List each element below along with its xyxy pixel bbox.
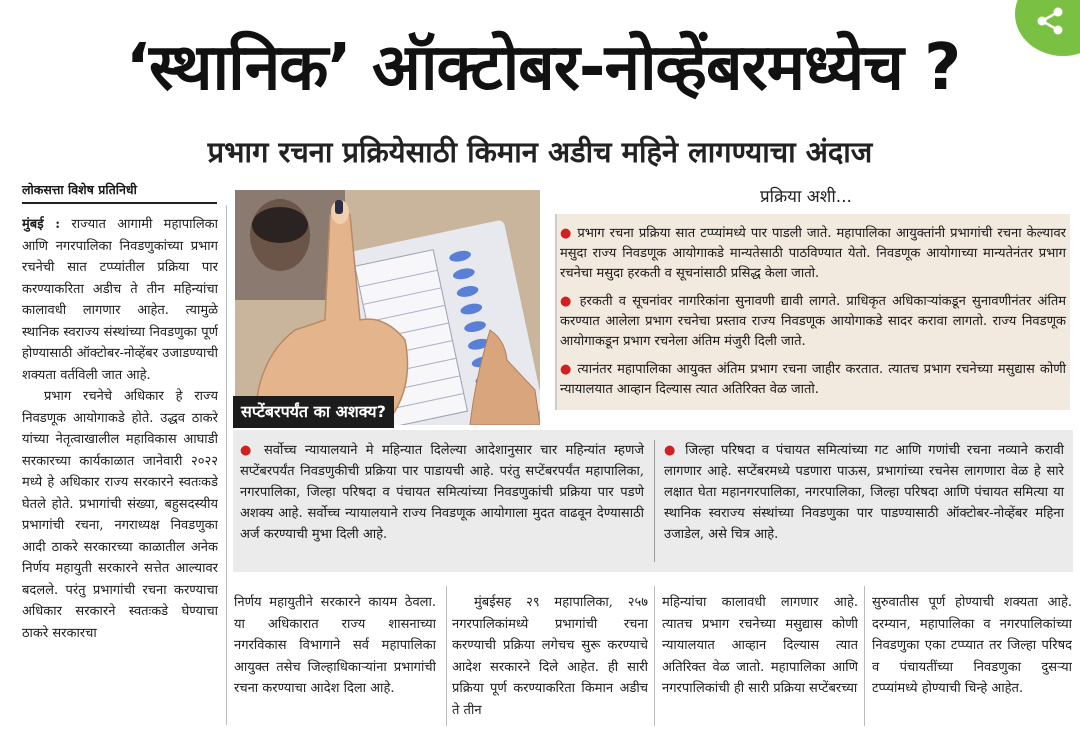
- why-not-right: [664, 440, 1064, 545]
- column-divider: [864, 586, 865, 726]
- lead-paragraph-text: राज्यात आगामी महापालिका आणि नगरपालिका निवडणुकांच्या प्रभाग रचनेची सात टप्प्यांतील प्रक्रिया पार करण्याकरिता अडीच ते तीन महिन्यांचा कालावधी लागणार आहेत. त्यामुळे स्थानिक स्वराज्य संस्थांच्या निवडणुका पूर्ण होण्यासाठी ऑक्टोबर-नोव्हेंबर उजाडण्याची शक्यता वर्तविली जात आहे.: [22, 217, 218, 383]
- process-item: [560, 224, 1066, 284]
- column-divider: [226, 205, 227, 725]
- left-column: [22, 214, 218, 726]
- headline: ‘स्थानिक’ ऑक्टोबर-नोव्हेंबरमध्येच ?: [125, 31, 961, 105]
- byline: लोकसत्ता विशेष प्रतिनिधी: [22, 180, 217, 204]
- why-not-left-text: सर्वोच्च न्यायालयाने मे महिन्यात दिलेल्या आदेशानुसार चार महिन्यांत म्हणजे सप्टेंबरपर्यंत निवडणुकीची प्रक्रिया पार पाडायची आहे. परंतु सप्टेंबरपर्यंत महापालिका, नगरपालिका, जिल्हा परिषदा व पंचायत समित्यांच्या निवडणुकांची प्रक्रिया पार पडणे अशक्य आहे. सर्वोच्च न्यायालयाने राज्य निवडणूक आयोगाला मुदत वाढवून देण्यासाठी अर्ज करण्याची मुभा दिली आहे.: [240, 443, 644, 542]
- why-not-left: [240, 440, 644, 545]
- lead-paragraph: [22, 214, 218, 386]
- process-item: [560, 360, 1066, 400]
- column-divider: [654, 586, 655, 726]
- red-bullet-icon: ●: [560, 226, 573, 241]
- voting-photo: [235, 190, 540, 425]
- second-paragraph: प्रभाग रचनेचे अधिकार हे राज्य निवडणूक आयोगाकडे होते. उद्धव ठाकरे यांच्या नेतृत्वाखालील महाविकास आघाडी सरकारच्या कार्यकाळात जानेवारी २०२२ मध्ये हे अधिकार राज्य सरकारने स्वतःकडे घेतले होते. प्रभागांची संख्या, बहुसदस्यीय प्रभागांची रचना, नगराध्यक्ष निवडणुका आदी ठाकरे सरकारच्या काळातील अनेक निर्णय महायुती सरकारने सत्तेत आल्यावर बदलले. परंतु प्रभागांची रचना करण्याचा अधिकार सरकारने स्वतःकडे घेण्याचा ठाकरे सरकारचा: [22, 389, 218, 641]
- red-bullet-icon: ●: [664, 443, 679, 458]
- dateline: मुंबई :: [22, 217, 61, 232]
- process-item-text: हरकती व सूचनांवर नागरिकांना सुनावणी द्यावी लागते. प्राधिकृत अधिकाऱ्यांकडून सुनावणीनंतर अंतिम करण्यात आलेला प्रभाग रचनेचा प्रस्ताव राज्य निवडणूक आयोगाकडे सादर करावा लागतो. राज्य निवडणूक आयोगाकडून प्रभाग रचनेला अंतिम मंजुरी दिली जाते.: [560, 294, 1067, 349]
- subheadline: प्रभाग रचना प्रक्रियेसाठी किमान अडीच महिने लागण्याचा अंदाज: [207, 135, 873, 169]
- process-item-text: प्रभाग रचना प्रक्रिया सात टप्प्यांमध्ये पार पाडली जाते. महापालिका आयुक्तांनी प्रभागांची रचना केल्यावर मसुदा राज्य निवडणूक आयोगाकडे मान्यतेसाठी पाठविण्यात येतो. निवडणूक आयोगाच्या मान्यतेनंतर प्रभाग रचनेचा मसुदा हरकती व सूचनांसाठी प्रसिद्ध केला जातो.: [560, 226, 1066, 281]
- process-title: प्रक्रिया अशी...: [760, 187, 852, 207]
- bottom-column-3: महिन्यांचा कालावधी लागणार आहे. त्यातच प्रभाग रचनेच्या मसुद्यास कोणी न्यायालयात आव्हान दिल्यास त्यात अतिरिक्त वेळ जातो. महापालिका आणि नगरपालिकांची ही सारी प्रक्रिया सप्टेंबरच्या: [662, 595, 858, 696]
- red-bullet-icon: ●: [240, 443, 256, 458]
- bottom-column-4: सुरुवातीस पूर्ण होण्याची शक्यता आहे. दरम्यान, महापालिका व नगरपालिकांच्या निवडणुका एका टप्प्यात तर जिल्हा परिषद व पंचायतींच्या निवडणुका दुसऱ्या टप्प्यांमध्ये होण्याची चिन्हे आहेत.: [872, 595, 1072, 696]
- photo-caption: सप्टेंबरपर्यंत का अशक्य?: [233, 396, 394, 428]
- process-item: [560, 292, 1066, 352]
- why-not-divider: [654, 440, 655, 562]
- red-bullet-icon: ●: [560, 294, 574, 309]
- column-divider: [446, 586, 447, 726]
- why-not-right-text: जिल्हा परिषदा व पंचायत समित्यांच्या गट आणि गणांची रचना नव्याने करावी लागणार आहे. सप्टेंबरमध्ये पडणारा पाऊस, प्रभागांच्या रचनेस लागणारा वेळ हे सारे लक्षात घेता महानगरपालिका, नगरपालिका, जिल्हा परिषदा आणि पंचायत समित्या या स्थानिक स्वराज्य संस्थांच्या निवडणुका पार पाडण्यासाठी ऑक्टोबर-नोव्हेंबर महिना उजाडेल, असे चित्र आहे.: [664, 443, 1064, 542]
- red-bullet-icon: ●: [560, 362, 573, 377]
- evm-voting-illustration: [235, 190, 540, 425]
- bottom-column-2: मुंबईसह २९ महापालिका, २५७ नगरपालिकांमध्ये प्रभागांची रचना करण्याची प्रक्रिया लगेचच सुरू करण्याचे आदेश सरकारने दिले आहेत. ही सारी प्रक्रिया पूर्ण करण्याकरिता किमान अडीच ते तीन: [452, 595, 648, 718]
- process-item-text: त्यानंतर महापालिका आयुक्त अंतिम प्रभाग रचना जाहीर करतात. त्यातच प्रभाग रचनेच्या मसुद्यास कोणी न्यायालयात आव्हान दिल्यास त्यात अतिरिक्त वेळ जातो.: [560, 362, 1067, 397]
- bottom-column-1: निर्णय महायुतीने सरकारने कायम ठेवला. या अधिकारात राज्य शासनाच्या नगरविकास विभागाने सर्व महापालिका आयुक्त तसेच जिल्हाधिकाऱ्यांना प्रभागांची रचना करण्याचा आदेश दिला आहे.: [234, 595, 436, 696]
